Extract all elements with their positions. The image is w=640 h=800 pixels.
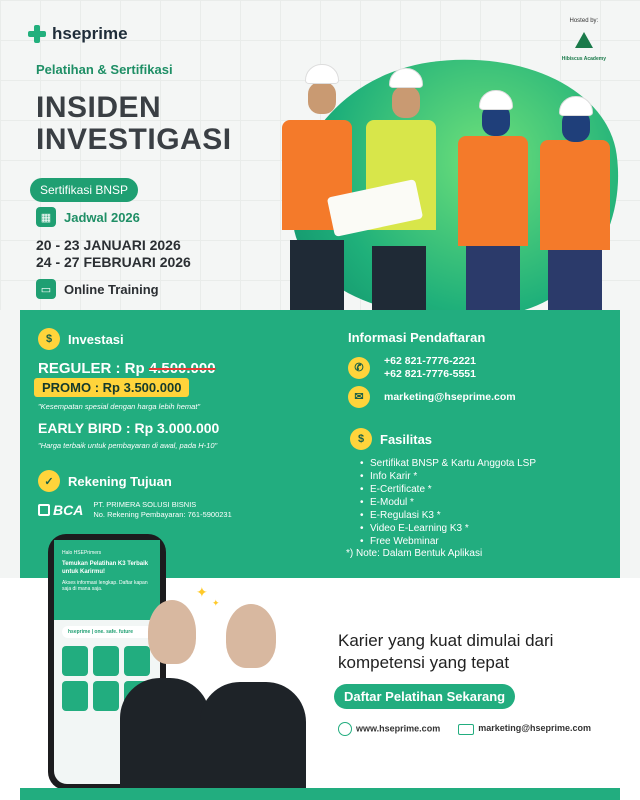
- footer-email-text: marketing@hseprime.com: [478, 723, 592, 734]
- bank-details: [93, 500, 231, 520]
- phone-number-2[interactable]: +62 821-7776-5551: [384, 368, 476, 380]
- app-tile: [124, 646, 150, 676]
- host-name: Hibiscus Academy: [561, 56, 606, 62]
- email-contact[interactable]: [348, 386, 516, 408]
- globe-icon: [338, 722, 352, 736]
- app-search-bar: hseprime | one. safe. future: [62, 626, 156, 638]
- fasilitas-heading: [350, 428, 432, 450]
- phone-contact[interactable]: [348, 355, 476, 381]
- training-mode-label: Online Training: [64, 281, 159, 297]
- app-body: Akses informasi lengkap. Daftar kapan saja di mana saja.: [62, 580, 148, 592]
- worker-2-legs: [372, 246, 426, 316]
- presenter-2-hijab: [226, 604, 276, 668]
- hero-title-line1: INSIDEN: [36, 91, 162, 124]
- list-item: • E-Modul *: [360, 496, 536, 509]
- phone-icon: ✆: [348, 357, 370, 379]
- footer-tagline-line1: Karier yang kuat dimulai dari: [338, 631, 554, 650]
- phone-numbers: [384, 355, 476, 381]
- fasilitas-list: [360, 457, 536, 548]
- app-tile: [93, 646, 119, 676]
- list-item: • E-Regulasi K3 *: [360, 509, 536, 522]
- promo-price: PROMO : Rp 3.500.000: [34, 378, 189, 397]
- bank-company: PT. PRIMERA SOLUSI BISNIS: [93, 500, 197, 509]
- investasi-heading-label: Investasi: [68, 331, 124, 347]
- worker-2-head: [392, 86, 420, 118]
- bca-name: BCA: [53, 502, 84, 518]
- list-item: • Video E-Learning K3 *: [360, 522, 536, 535]
- app-tile: [62, 681, 88, 711]
- schedule-date-2: 24 - 27 FEBRUARI 2026: [36, 254, 191, 270]
- schedule-label: Jadwal 2026: [64, 209, 140, 225]
- presenter-2-suit: [200, 682, 306, 800]
- mail-icon: [458, 724, 474, 735]
- bca-mark-icon: [38, 504, 50, 516]
- app-tile: [62, 646, 88, 676]
- reguler-old-price: 4.500.000: [148, 360, 216, 377]
- hosted-by: [562, 18, 606, 62]
- brand-logo[interactable]: [28, 24, 128, 44]
- calendar-icon: ▦: [36, 207, 56, 227]
- fasilitas-note: *) Note: Dalam Bentuk Aplikasi: [346, 548, 483, 559]
- early-bird-note: "Harga terbaik untuk pembayaran di awal, pada H-10": [38, 441, 218, 450]
- hosted-by-label: Hosted by:: [569, 18, 599, 24]
- presenter-1-hijab: [148, 600, 196, 664]
- register-cta-button[interactable]: Daftar Pelatihan Sekarang: [334, 684, 515, 709]
- worker-4-legs: [548, 240, 602, 310]
- host-logo-icon: [565, 30, 603, 56]
- app-headline: Temukan Pelatihan K3 Terbaik untuk Karirmu!: [62, 561, 149, 575]
- worker-3-legs: [466, 240, 520, 310]
- money-hand-icon: $: [38, 328, 60, 350]
- bca-logo: [38, 502, 83, 518]
- bnsp-badge: Sertifikasi BNSP: [30, 178, 138, 202]
- footer-tagline: [338, 630, 553, 674]
- presenter-1-suit: [120, 678, 210, 800]
- promo-note: "Kesempatan spesial dengan harga lebih hemat": [38, 402, 201, 411]
- schedule-date-1: 20 - 23 JANUARI 2026: [36, 237, 181, 253]
- hero-subtitle: Pelatihan & Sertifikasi: [36, 62, 173, 77]
- website-text: www.hseprime.com: [356, 723, 441, 734]
- website-link[interactable]: [338, 722, 440, 736]
- bank-account: [38, 500, 232, 520]
- bank-account-number: No. Rekening Pembayaran: 761-5900231: [93, 510, 232, 519]
- hand-coins-icon: $: [350, 428, 372, 450]
- phone-number-1[interactable]: +62 821-7776-2221: [384, 355, 476, 367]
- reguler-price: [38, 360, 216, 377]
- footer-tagline-line2: kompetensi yang tepat: [338, 653, 510, 672]
- bank-check-icon: ✓: [38, 470, 60, 492]
- monitor-icon: ▭: [36, 279, 56, 299]
- brand-name: hseprime: [52, 24, 128, 43]
- worker-1-head: [308, 82, 336, 114]
- bottom-bar: [20, 788, 620, 800]
- list-item: • Sertifikat BNSP & Kartu Anggota LSP: [360, 457, 536, 470]
- sparkle-icon: ✦: [196, 584, 208, 600]
- early-bird-price: EARLY BIRD : Rp 3.000.000: [38, 420, 220, 436]
- plus-logo-icon: [28, 25, 46, 43]
- training-mode: [36, 279, 159, 299]
- pendaftaran-heading-label: Informasi Pendaftaran: [348, 330, 486, 345]
- worker-4-vest: [540, 140, 610, 250]
- mail-icon: ✉: [348, 386, 370, 408]
- rekening-heading: [38, 470, 172, 492]
- pendaftaran-heading: [348, 330, 485, 345]
- sparkle-icon: ✦: [212, 598, 220, 608]
- investasi-heading: [38, 328, 124, 350]
- app-header: [54, 540, 160, 620]
- list-item: • Info Karir *: [360, 470, 536, 483]
- hero-title: [36, 92, 232, 156]
- list-item: • Free Webminar: [360, 535, 536, 548]
- email-address[interactable]: marketing@hseprime.com: [384, 390, 516, 403]
- fasilitas-heading-label: Fasilitas: [380, 431, 433, 447]
- worker-1-legs: [290, 240, 344, 310]
- app-greeting: Halo HSEPrimers: [62, 550, 102, 556]
- reguler-label: REGULER : Rp: [38, 360, 149, 377]
- footer-contacts: [338, 722, 591, 736]
- app-tile: [93, 681, 119, 711]
- footer-email-link[interactable]: [458, 723, 591, 734]
- rekening-heading-label: Rekening Tujuan: [68, 473, 172, 489]
- list-item: • E-Certificate *: [360, 483, 536, 496]
- hero-section: [0, 0, 640, 310]
- worker-3-vest: [458, 136, 528, 246]
- hero-title-line2: INVESTIGASI: [36, 123, 232, 156]
- schedule-heading: [36, 207, 140, 227]
